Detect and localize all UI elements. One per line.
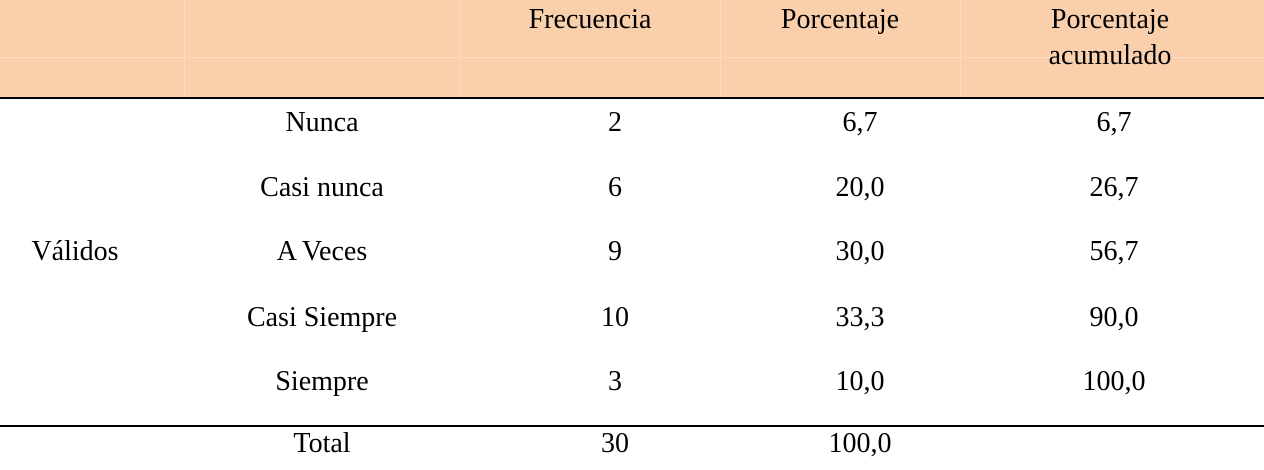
row-acumulado: 100,0 [1082, 366, 1146, 397]
header-frecuencia: Frecuencia [528, 4, 652, 35]
row-acumulado: 26,7 [1089, 172, 1139, 203]
header-porcentaje: Porcentaje [780, 4, 900, 35]
header-divider [960, 0, 961, 98]
row-category: Casi Siempre [246, 302, 398, 333]
total-frecuencia: 30 [601, 428, 629, 459]
row-frecuencia: 9 [608, 236, 622, 267]
row-porcentaje: 33,3 [835, 302, 885, 333]
header-divider [184, 0, 185, 98]
top-rule [0, 97, 1264, 99]
row-category: A Veces [276, 236, 368, 267]
row-category: Siempre [275, 366, 369, 397]
row-frecuencia: 2 [608, 107, 622, 138]
row-acumulado: 56,7 [1089, 236, 1139, 267]
header-porcentaje-acumulado: Porcentaje acumulado [1048, 4, 1172, 71]
row-category: Casi nunca [260, 172, 384, 203]
row-acumulado: 90,0 [1089, 302, 1139, 333]
row-porcentaje: 30,0 [835, 236, 885, 267]
row-porcentaje: 20,0 [835, 172, 885, 203]
row-frecuencia: 6 [608, 172, 622, 203]
total-porcentaje: 100,0 [828, 428, 892, 459]
row-category: Nunca [285, 107, 359, 138]
group-label: Válidos [31, 236, 119, 267]
row-porcentaje: 10,0 [835, 366, 885, 397]
row-acumulado: 6,7 [1096, 107, 1132, 138]
bottom-rule [0, 425, 1264, 427]
total-label: Total [293, 428, 351, 459]
row-porcentaje: 6,7 [842, 107, 878, 138]
row-frecuencia: 10 [601, 302, 629, 333]
row-frecuencia: 3 [608, 366, 622, 397]
